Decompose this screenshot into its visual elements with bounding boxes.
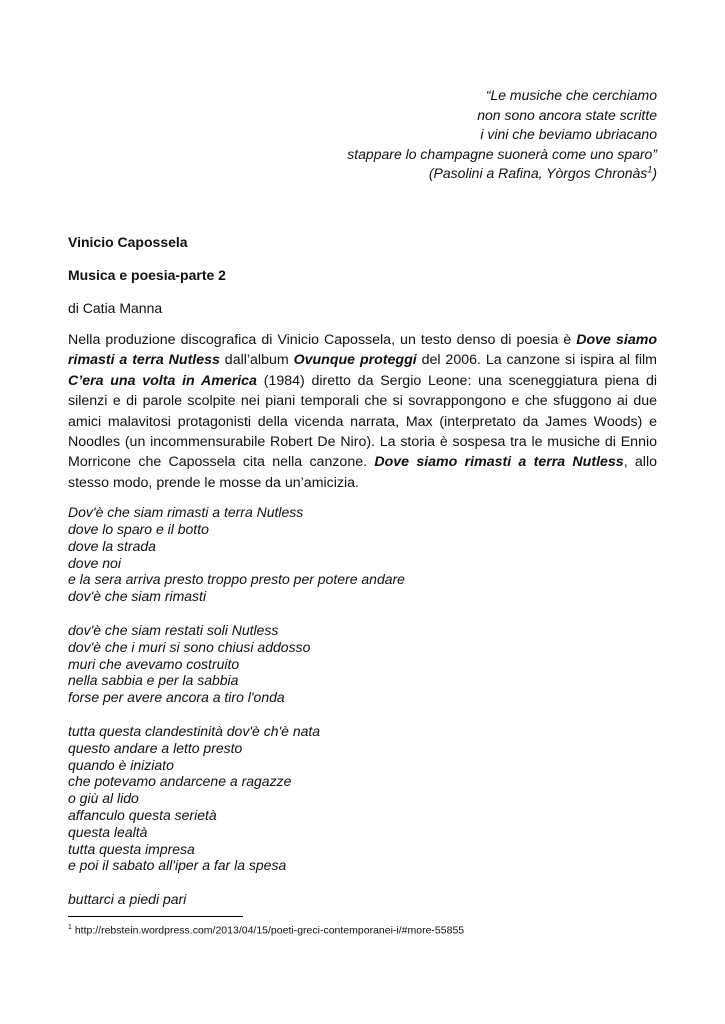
epigraph-source-close: ) — [652, 165, 657, 181]
lyric-line: dove la strada — [68, 537, 156, 554]
footnote-reference[interactable]: 1 — [647, 164, 653, 175]
lyric-line: questa lealtà — [68, 823, 148, 840]
film-title: C’era una volta in America — [68, 372, 257, 389]
paragraph-text: , allo stesso modo, prende le mosse da un’amicizia. — [68, 454, 657, 491]
lyrics-stanza — [68, 504, 657, 605]
epigraph-line: stappare lo champagne suonerà come uno sparo” — [347, 145, 657, 162]
song-lyrics — [68, 504, 657, 908]
lyric-line: o giù al lido — [68, 790, 139, 807]
lyric-line: e la sera arriva presto troppo presto per potere andare — [68, 571, 405, 588]
lyric-line: dove lo sparo e il botto — [68, 521, 209, 538]
lyric-line: e poi il sabato all'iper a far la spesa — [68, 857, 287, 874]
footnote — [68, 924, 464, 937]
lyrics-stanza — [68, 622, 657, 706]
paragraph-text: del 2006. La canzone si ispira al film — [416, 352, 657, 369]
article-body — [68, 232, 657, 925]
article-title: Musica e poesia-parte 2 — [68, 267, 226, 283]
paragraph-text: dall’album — [219, 352, 294, 369]
lyric-line: muri che avevamo costruito — [68, 655, 240, 672]
lyric-line: dov'è che siam restati soli Nutless — [68, 622, 279, 639]
epigraph-source-text: (Pasolini a Rafina, Yòrgos Chronàs — [428, 165, 648, 181]
lyric-line: forse per avere ancora a tiro l'onda — [68, 689, 285, 706]
lyric-line: dov'è che siam rimasti — [68, 588, 207, 605]
song-title: Dove siamo rimasti a terra Nutless — [68, 332, 657, 369]
lyric-line: quando è iniziato — [68, 756, 174, 773]
artist-heading: Vinicio Capossela — [68, 234, 188, 250]
epigraph-line: “Le musiche che cerchiamo — [485, 87, 657, 103]
paragraph-text: (1984) diretto da Sergio Leone: una sceneggiatura piena di silenzi e di parole scolpite nei piani temporali che si sovrappongono e che sfuggono ai due amici malavitosi protagonisti della vicenda narrata, Max (interpretato da James Woods) e Noodles (un incommensurabile Robert De Niro). La storia è sospesa tra le musiche di Ennio Morricone che Capossela cita nella canzone. — [68, 372, 657, 471]
footnote-separator — [68, 916, 243, 917]
lyric-line: affanculo questa serietà — [68, 807, 217, 823]
epigraph — [347, 86, 657, 184]
footnote-url[interactable]: http://rebstein.wordpress.com/2013/04/15/poeti-greci-contemporanei-i/#more-55855 — [71, 924, 465, 937]
lyric-line: questo andare a letto presto — [68, 739, 243, 756]
lyric-line: nella sabbia e per la sabbia — [68, 672, 239, 689]
lyric-line: tutta questa impresa — [68, 840, 195, 857]
epigraph-line: i vini che beviamo ubriacano — [480, 126, 657, 142]
lyric-line: dov'è che i muri si sono chiusi addosso — [68, 638, 311, 655]
epigraph-source — [347, 164, 657, 184]
lyric-line: buttarci a piedi pari — [68, 891, 187, 908]
epigraph-line: non sono ancora state scritte — [477, 106, 657, 123]
lyric-line: dove noi — [68, 554, 121, 571]
album-title: Ovunque proteggi — [293, 352, 417, 369]
footnote-number: 1 — [68, 924, 72, 931]
lyric-line: tutta questa clandestinità dov'è ch'è nata — [68, 723, 321, 740]
lyric-line: che potevamo andarcene a ragazze — [68, 773, 292, 790]
author-byline: di Catia Manna — [68, 300, 163, 316]
lyrics-stanza — [68, 723, 657, 874]
intro-paragraph — [68, 330, 657, 493]
lyrics-stanza — [68, 891, 657, 908]
song-title: Dove siamo rimasti a terra Nutless — [374, 454, 624, 471]
paragraph-text: Nella produzione discografica di Vinicio Capossela, un testo denso di poesia è — [68, 332, 577, 348]
lyric-line: Dov'è che siam rimasti a terra Nutless — [68, 504, 304, 521]
